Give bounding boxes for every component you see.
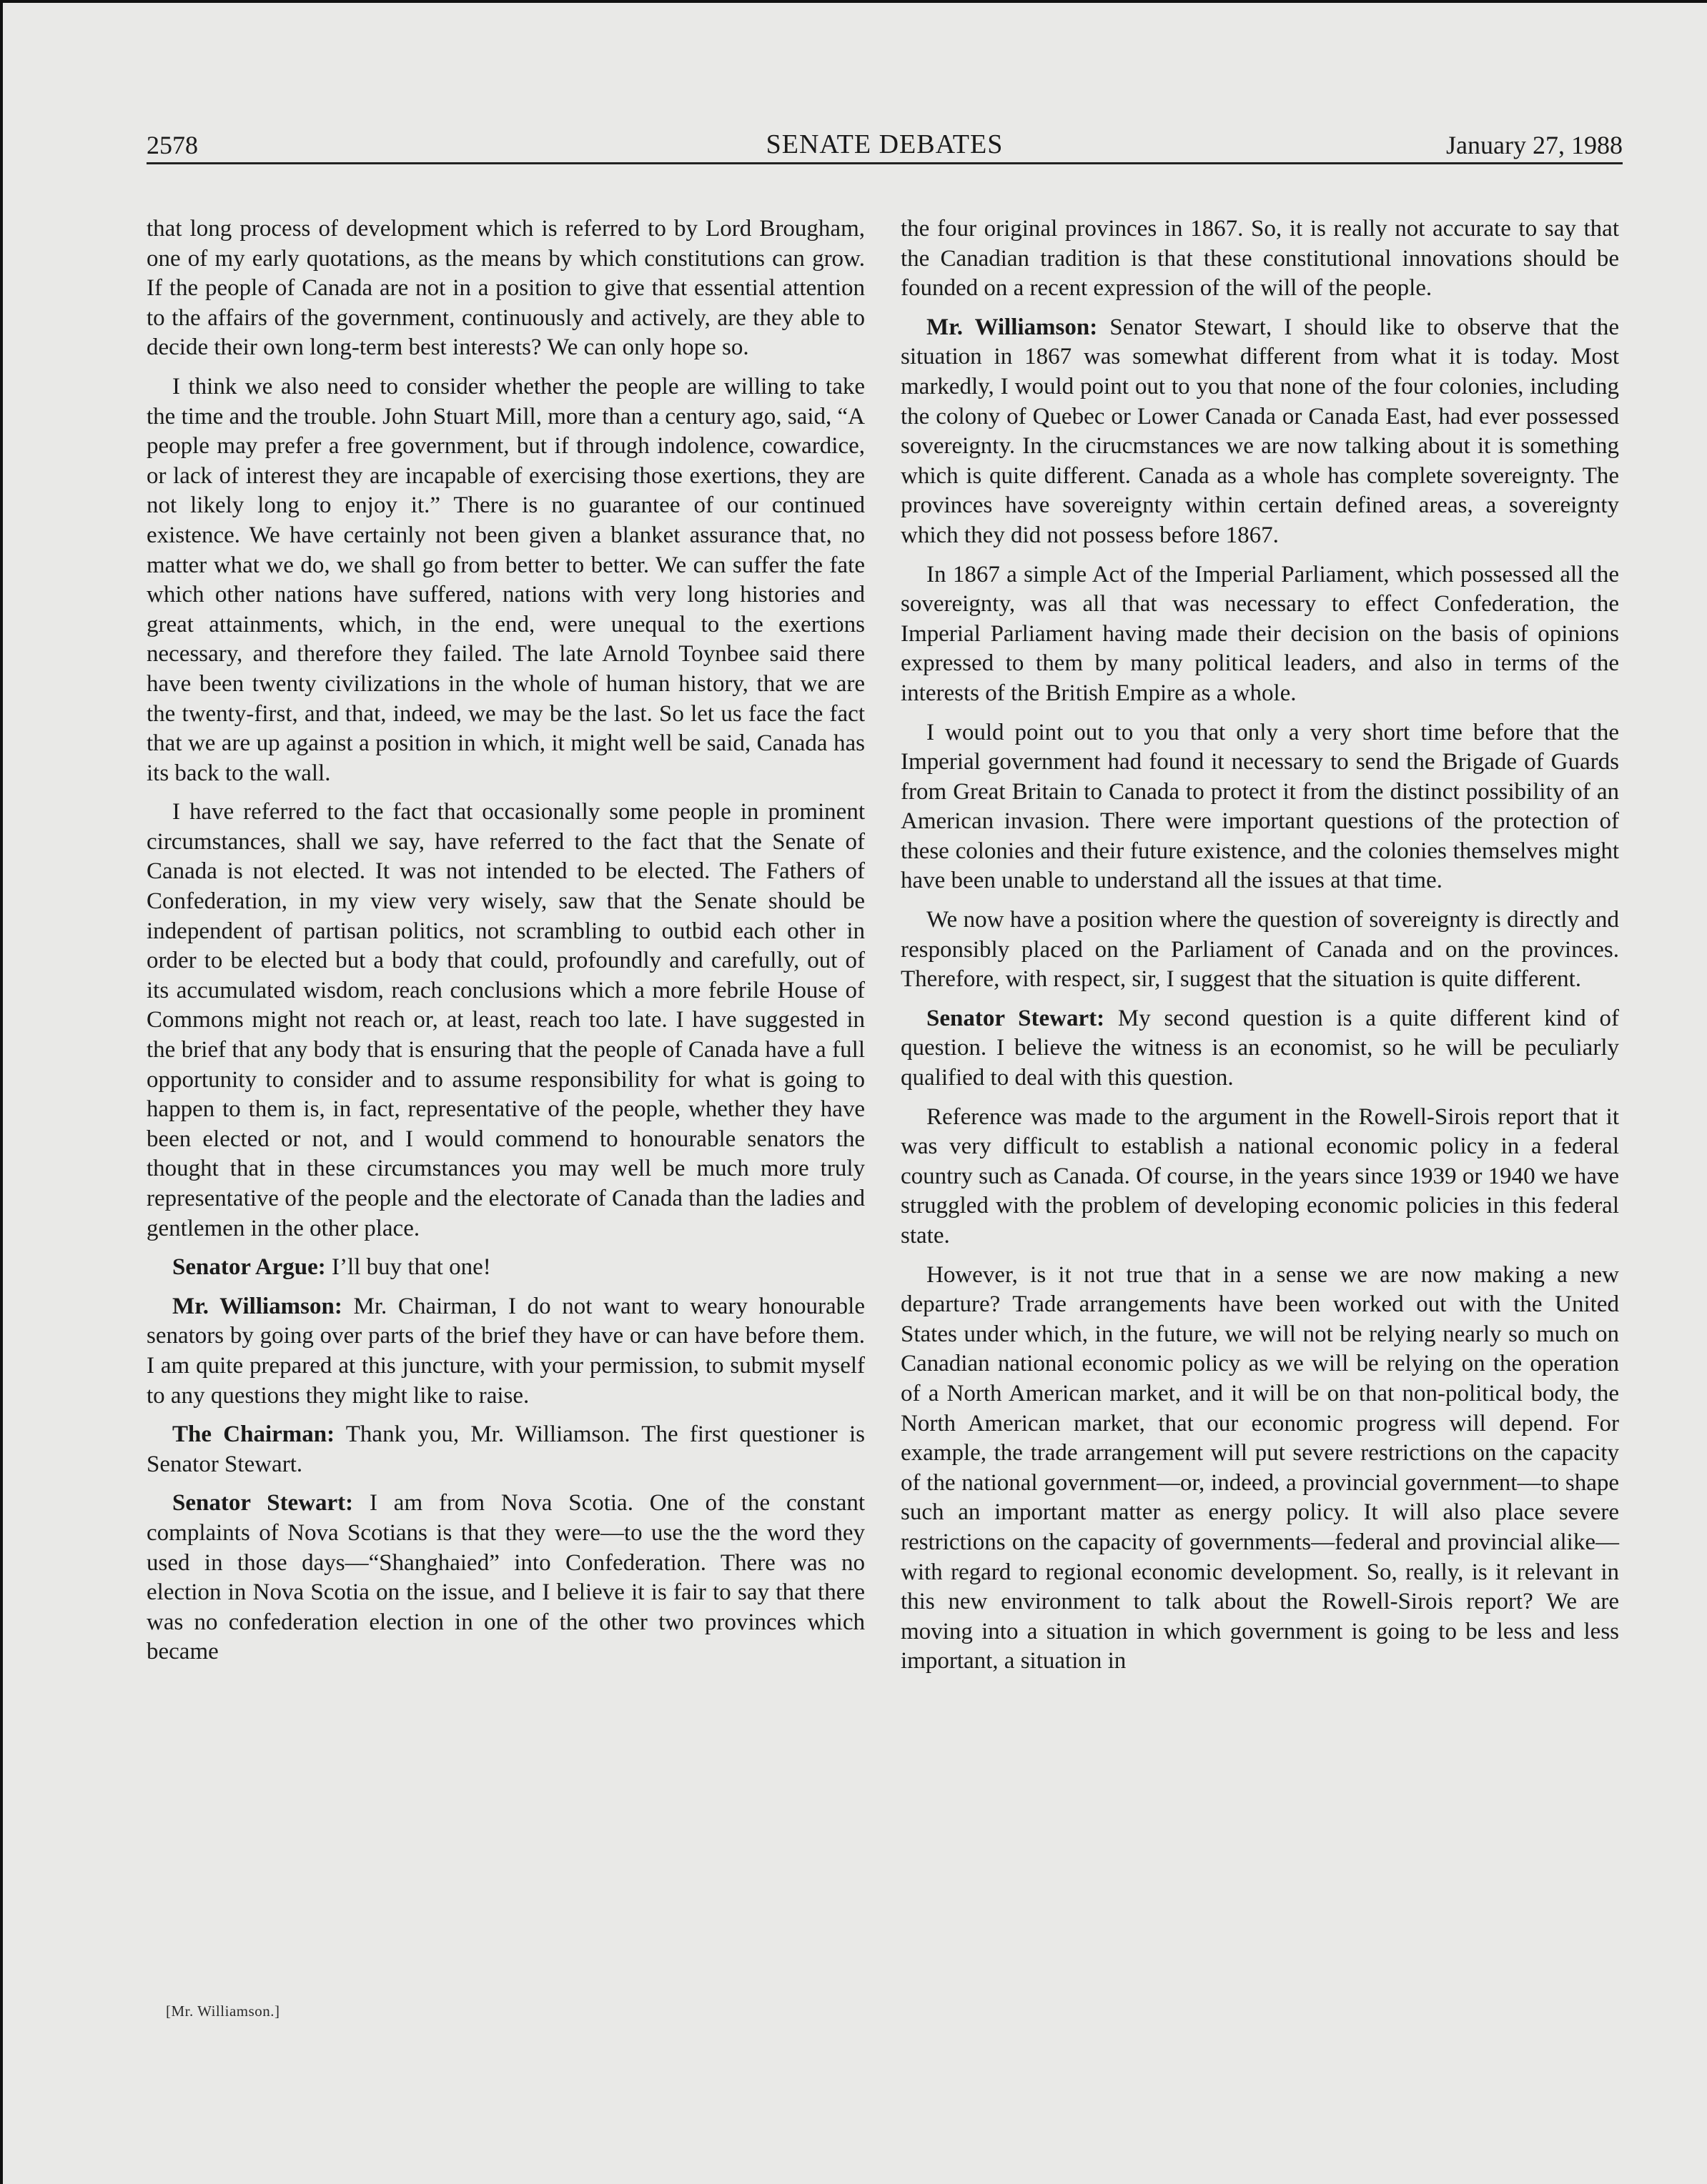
paragraph: I have referred to the fact that occasionally some people in prominent circumstances, shall we say, have referred to the fact that the Senate of Canada is not elected. It was not intended to be elected. The Fathers of Confederation, in my view very wisely, saw that the Senate should be independent of partisan politics, not scrambling to outbid each other in order to be elected but a body that could, profoundly and carefully, out of its accumulated wisdom, reach conclusions which a more febrile House of Commons might not reach or, at least, reach too late. I have suggested in the brief that any body that is ensuring that the people of Canada have a full opportunity to consider and to assume responsibility for what is going to happen to them is, in fact, representative of the people, whether they have been elected or not, and I would commend to honourable senators the thought that in these circumstances you may well be much more truly representative of the people and the electorate of Canada than the ladies and gentlemen in the other place. — [147, 799, 865, 1241]
speaker-name: Mr. Williamson: — [926, 314, 1098, 340]
speech-text: Thank you, Mr. Williamson. The first questioner is Senator Stewart. — [147, 1421, 866, 1477]
running-header — [147, 127, 1623, 163]
header-rule — [147, 162, 1623, 164]
paragraph: Reference was made to the argument in the Rowell-Sirois report that it was very difficult to establish a national economic policy in a federal country such as Canada. Of course, in the years since 1939 or 1940 we have struggled with the problem of developing economic policies in this federal state. — [901, 1103, 1619, 1249]
paragraph — [147, 1489, 865, 1667]
paragraph: We now have a position where the question of sovereignty is directly and responsibly placed on the Parliament of Canada and on the provinces. Therefore, with respect, sir, I suggest that the situation is quite different. — [901, 907, 1619, 993]
speaker-footnote: [Mr. Williamson.] — [166, 2002, 280, 2020]
speech-text: I am from Nova Scotia. One of the constant complaints of Nova Scotians is that they were—to use the the word they used in those days—“Shanghaied” into Confederation. There was no election in Nova Scotia on the issue, and I believe it is fair to say that there was no confederation election in one of the other two provinces which became — [147, 1490, 866, 1665]
speech-text: I’ll buy that one! — [325, 1254, 491, 1281]
page-edge — [0, 0, 1707, 3]
speech-text: Senator Stewart, I should like to observe that the situation in 1867 was somewhat different from what it is today. Most markedly, I would point out to you that none of the four colonies, including the colony of Quebec or Lower Canada or Canada East, had ever possessed sovereignty. In the cirucmstances we are now talking about it is something which is quite different. Canada as a whole has complete sovereignty. The provinces have sovereignty within certain defined areas, a sovereignty which they did not possess before 1867. — [901, 314, 1620, 548]
paragraph: However, is it not true that in a sense we are now making a new departure? Trade arrangements have been worked out with the United States under which, in the future, we will not be relying nearly so much on Canadian national economic policy as we will be relying on the operation of a North American market, and it will be on that non-political body, the North American market, that our economic progress will depend. For example, the trade arrangement will put severe restrictions on the capacity of the national government—or, indeed, a provincial government—to shape such an important matter as energy policy. It will also place severe restrictions on the capacity of governments—federal and provincial alike—with regard to regional economic development. So, really, is it relevant in this new environment to talk about the Rowell-Sirois report? We are moving into a situation in which government is going to be less and less important, a situation in — [901, 1261, 1619, 1674]
paragraph — [147, 1292, 865, 1411]
speech-text: Mr. Chairman, I do not want to weary honourable senators by going over parts of the brief they have or can have before them. I am quite prepared at this juncture, with your permission, to submit myself to any questions they might like to raise. — [147, 1293, 866, 1409]
paragraph: In 1867 a simple Act of the Imperial Parliament, which possessed all the sovereignty, was all that was necessary to effect Confederation, the Imperial Parliament having made their decision on the basis of opinions expressed to them by many political leaders, and also in terms of the interests of the British Empire as a whole. — [901, 561, 1619, 706]
speaker-name: Senator Stewart: — [926, 1005, 1105, 1031]
paragraph: the four original provinces in 1867. So, it is really not accurate to say that the Canadian tradition is that these constitutional innovations should be founded on a recent expression of the will of the people. — [901, 216, 1619, 302]
speaker-name: The Chairman: — [172, 1421, 335, 1448]
paragraph — [901, 1004, 1619, 1093]
paragraph — [901, 313, 1619, 551]
speaker-name: Senator Argue: — [172, 1254, 326, 1281]
right-column — [901, 214, 1619, 1686]
publication-title: SENATE DEBATES — [766, 129, 1004, 159]
issue-date: January 27, 1988 — [1446, 131, 1623, 159]
speech-text: My second question is a quite different kind of question. I believe the witness is an economist, so he will be peculiarly qualified to deal with this question. — [901, 1005, 1620, 1091]
speaker-name: Mr. Williamson: — [172, 1293, 342, 1319]
paragraph — [147, 1420, 865, 1479]
paragraph: I think we also need to consider whether the people are willing to take the time and the trouble. John Stuart Mill, more than a century ago, said, “A people may prefer a free government, but if through indolence, cowardice, or lack of interest they are incapable of exercising those exertions, they are not likely long to enjoy it.” There is no guarantee of our continued existence. We have certainly not been given a blanket assurance that, no matter what we do, we shall go from better to better. We can suffer the fate which other nations have suffered, nations with very long histories and great attainments, which, in the end, were unequal to the exertions necessary, and therefore they failed. The late Arnold Toynbee said there have been twenty civilizations in the whole of human history, that we are the twenty-first, and that, indeed, we may be the last. So let us face the fact that we are up against a position in which, it might well be said, Canada has its back to the wall. — [147, 373, 865, 786]
page-number: 2578 — [147, 131, 198, 159]
paragraph: I would point out to you that only a very short time before that the Imperial government had found it necessary to send the Brigade of Guards from Great Britain to Canada to protect it from the distinct possibility of an American invasion. There were important questions of the protection of these colonies and their future existence, and the colonies themselves might have been unable to understand all the issues at that time. — [901, 719, 1619, 894]
left-column — [147, 214, 865, 1677]
paragraph: that long process of development which is referred to by Lord Brougham, one of my early quotations, as the means by which constitutions can grow. If the people of Canada are not in a position to give that essential attention to the affairs of the government, continuously and actively, are they able to decide their own long-term best interests? We can only hope so. — [147, 216, 865, 361]
paragraph — [147, 1253, 865, 1283]
page-edge — [0, 0, 3, 2184]
speaker-name: Senator Stewart: — [172, 1490, 354, 1517]
